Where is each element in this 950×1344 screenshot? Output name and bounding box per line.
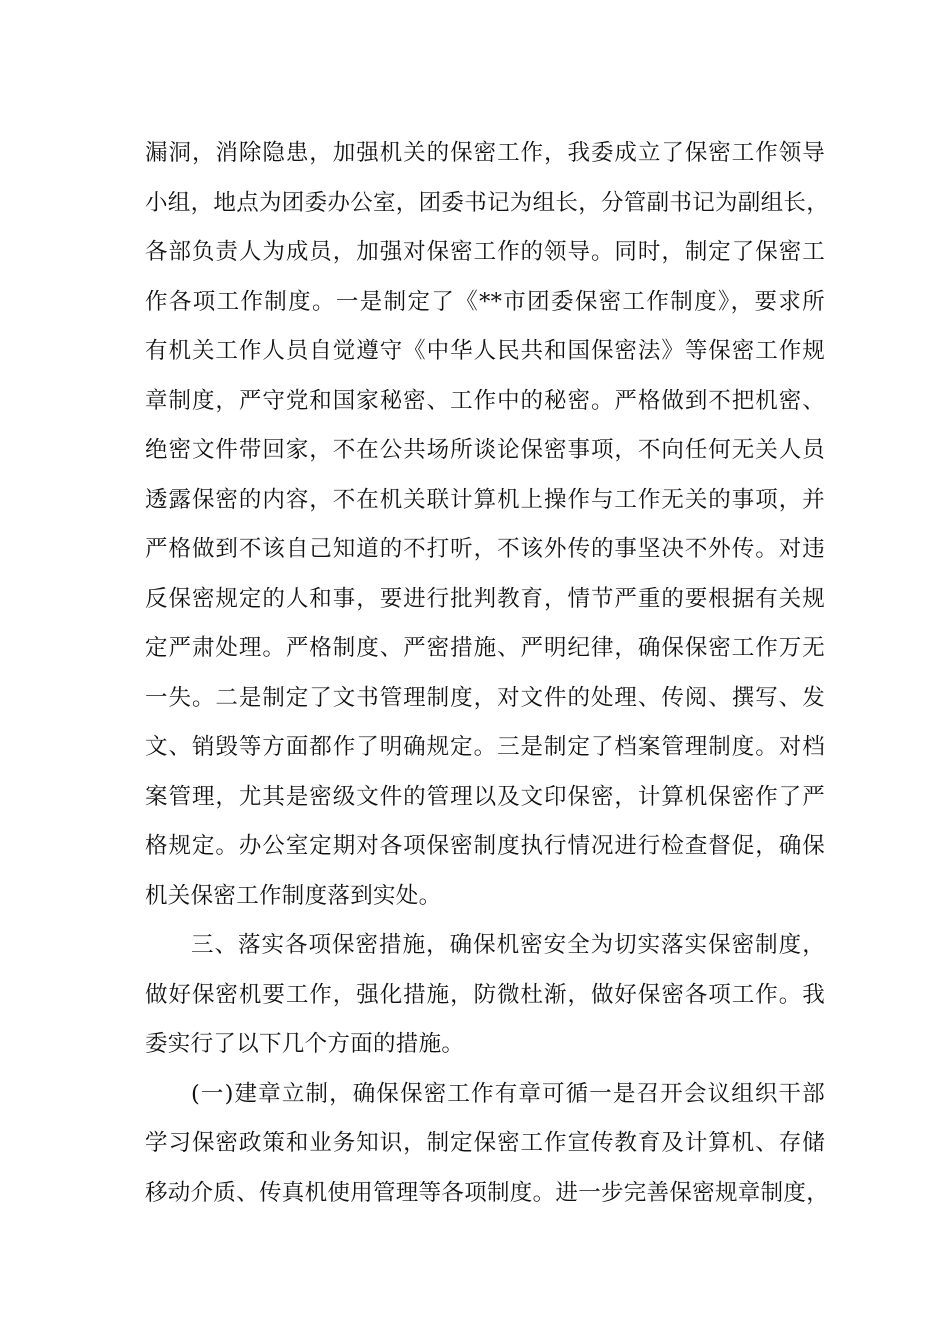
text-line: 一失。二是制定了文书管理制度，对文件的处理、传阅、撰写、发 [145, 684, 825, 711]
document-body [145, 129, 830, 1218]
text-line: 反保密规定的人和事，要进行批判教育，情节严重的要根据有关规 [145, 585, 825, 612]
text-line: 严格做到不该自己知道的不打听，不该外传的事坚决不外传。对违 [145, 536, 825, 562]
text-line: 绝密文件带回家，不在公共场所谈论保密事项，不向任何无关人员 [145, 437, 825, 463]
text-line: 移动介质、传真机使用管理等各项制度。进一步完善保密规章制度， [145, 1179, 830, 1206]
section-heading-line: 三、落实各项保密措施，确保机密安全为切实落实保密制度， [191, 932, 825, 958]
text-line: 案管理，尤其是密级文件的管理以及文印保密，计算机保密作了严 [145, 783, 825, 810]
text-line: 作各项工作制度。一是制定了《**市团委保密工作制度》，要求所 [145, 288, 825, 315]
text-line: 定严肃处理。严格制度、严密措施、严明纪律，确保保密工作万无 [145, 635, 825, 661]
text-line: 做好保密机要工作，强化措施，防微杜渐，做好保密各项工作。我 [145, 981, 825, 1008]
text-line: 格规定。办公室定期对各项保密制度执行情况进行检查督促，确保 [145, 833, 825, 859]
text-line: 各部负责人为成员，加强对保密工作的领导。同时，制定了保密工 [145, 239, 825, 265]
text-line: 有机关工作人员自觉遵守《中华人民共和国保密法》等保密工作规 [145, 338, 825, 364]
subsection-heading-line: (一)建章立制，确保保密工作有章可循一是召开会议组织干部 [191, 1080, 825, 1107]
text-line: 机关保密工作制度落到实处。 [145, 882, 442, 909]
text-line: 文、销毁等方面都作了明确规定。三是制定了档案管理制度。对档 [145, 734, 825, 760]
text-line: 小组，地点为团委办公室，团委书记为组长，分管副书记为副组长， [145, 189, 830, 216]
text-line: 章制度，严守党和国家秘密、工作中的秘密。严格做到不把机密、 [145, 387, 825, 414]
text-line: 漏洞，消除隐患，加强机关的保密工作，我委成立了保密工作领导 [145, 140, 825, 166]
text-line: 透露保密的内容，不在机关联计算机上操作与工作无关的事项，并 [145, 486, 825, 513]
text-line: 学习保密政策和业务知识，制定保密工作宣传教育及计算机、存储 [145, 1130, 825, 1156]
text-line: 委实行了以下几个方面的措施。 [145, 1031, 465, 1057]
